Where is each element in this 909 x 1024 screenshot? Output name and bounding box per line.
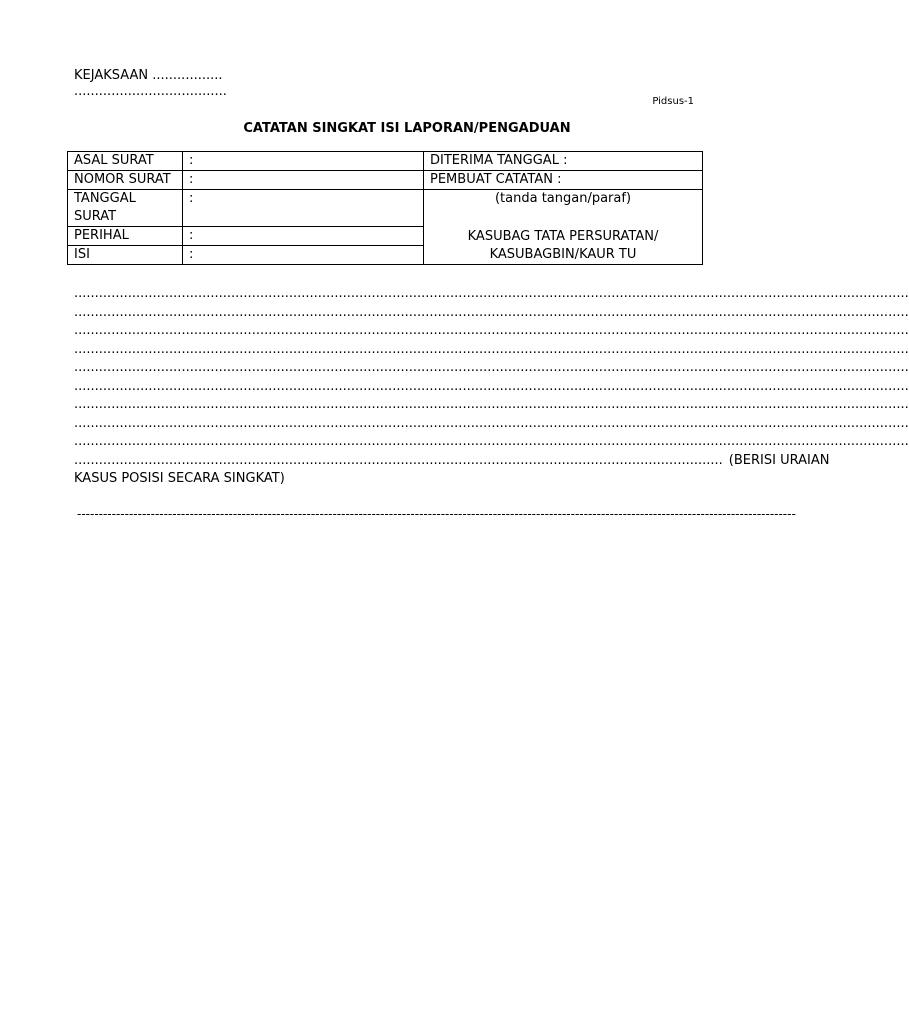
final-dots: ............................................................................................................................................................. [74, 452, 723, 468]
signatory-line-1: KASUBAG TATA PERSURATAN/ [467, 229, 659, 244]
dotted-line: .......................................................................................................................................................................................................... [74, 415, 909, 431]
signature-cell [424, 190, 703, 265]
institution-subline: ..................................... [74, 84, 227, 99]
document-title: CATATAN SINGKAT ISI LAPORAN/PENGADUAN [243, 121, 571, 136]
label-asal-surat: ASAL SURAT [68, 152, 183, 171]
dashed-rule: ---------------------------------------------------------------------------------------------------------------------------------------------------------------------- [77, 507, 796, 521]
final-dotted-line [74, 452, 830, 471]
content-area [74, 285, 909, 489]
note-maker-field: PEMBUAT CATATAN : [424, 171, 703, 190]
table-row [68, 152, 703, 171]
report-info-table [67, 151, 703, 265]
value-nomor-surat: : [183, 171, 424, 190]
label-isi: ISI [68, 246, 183, 265]
label-perihal: PERIHAL [68, 227, 183, 246]
dotted-line: .......................................................................................................................................................................................................... [74, 304, 909, 320]
dotted-line: .......................................................................................................................................................................................................... [74, 378, 909, 394]
signature-note: (tanda tangan/paraf) [494, 191, 632, 206]
table-row [68, 171, 703, 190]
institution-line: KEJAKSAAN ................. [74, 68, 223, 83]
dotted-line: .......................................................................................................................................................................................................... [74, 434, 909, 449]
dotted-line: .......................................................................................................................................................................................................... [74, 341, 909, 357]
dotted-line: .......................................................................................................................................................................................................... [74, 323, 909, 338]
signatory-line-2: KASUBAGBIN/KAUR TU [489, 247, 637, 262]
form-code: Pidsus-1 [652, 96, 694, 107]
received-date-field: DITERIMA TANGGAL : [424, 152, 703, 171]
value-isi: : [183, 246, 424, 265]
dotted-line: .......................................................................................................................................................................................................... [74, 397, 909, 412]
instruction-text: (BERISI URAIAN [728, 452, 830, 468]
dotted-line: .......................................................................................................................................................................................................... [74, 286, 909, 301]
table-row [68, 190, 703, 227]
label-nomor-surat: NOMOR SURAT [68, 171, 183, 190]
value-asal-surat: : [183, 152, 424, 171]
dotted-line: .......................................................................................................................................................................................................... [74, 360, 909, 375]
instruction-text-continued: KASUS POSISI SECARA SINGKAT) [74, 471, 285, 486]
value-tanggal-surat: : [183, 190, 424, 227]
label-tanggal-surat: TANGGAL SURAT [68, 190, 183, 227]
value-perihal: : [183, 227, 424, 246]
